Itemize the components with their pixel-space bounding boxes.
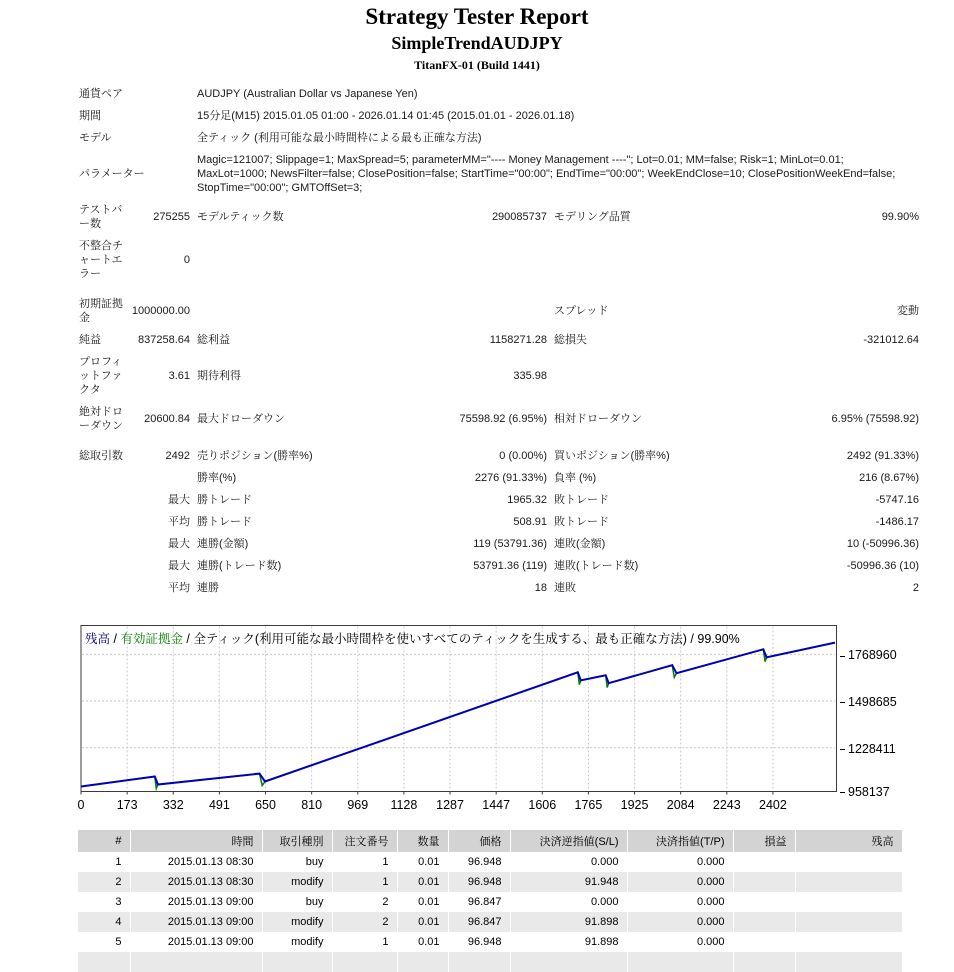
- stats-label: [79, 489, 126, 511]
- trade-cell: 1: [332, 872, 397, 892]
- settings-label: 通貨ペア: [79, 88, 123, 100]
- trade-cell: [262, 952, 332, 972]
- stats-value: 290085737: [491, 211, 547, 223]
- stats-value: 837258.64: [138, 334, 190, 346]
- stats-value: [372, 235, 547, 285]
- settings-row: [79, 127, 905, 149]
- stats-label: 総取引数: [79, 450, 123, 462]
- stats-label: 連勝(トレード数): [197, 560, 282, 572]
- trade-cell: 2015.01.13 09:00: [130, 912, 262, 932]
- trade-cell: modify: [262, 912, 332, 932]
- trade-cell: buy: [262, 852, 332, 872]
- trade-cell: [733, 872, 795, 892]
- stats-label: 売りポジション(勝率%): [197, 450, 313, 462]
- trade-cell: 0.000: [627, 892, 733, 912]
- trade-row-partial: [78, 952, 902, 972]
- statistics-table: [79, 199, 919, 599]
- trade-cell: 0.000: [510, 852, 627, 872]
- stats-row: [79, 437, 919, 467]
- trade-cell: 2: [78, 872, 130, 892]
- stats-label: プロフィットファクタ: [79, 356, 123, 396]
- legend-separator: /: [182, 632, 194, 646]
- stats-value: 216 (8.67%): [859, 472, 919, 484]
- settings-row: [79, 149, 905, 199]
- trade-row: [78, 872, 902, 892]
- trades-column-header: 価格: [448, 830, 510, 852]
- stats-label: 買いポジション(勝率%): [554, 450, 670, 462]
- trades-column-header: 数量: [397, 830, 448, 852]
- stats-value: 75598.92 (6.95%): [459, 413, 547, 425]
- x-axis-tick-label: 1287: [436, 798, 464, 812]
- trade-cell: 96.847: [448, 892, 510, 912]
- trade-cell: [795, 872, 902, 892]
- trades-column-header: 決済指値(T/P): [627, 830, 733, 852]
- trade-cell: [795, 852, 902, 872]
- stats-value: 119 (53791.36): [473, 538, 547, 550]
- stats-label: 連敗: [554, 582, 576, 594]
- stats-value: 変動: [897, 305, 919, 317]
- stats-value: [372, 285, 547, 329]
- trade-cell: 91.898: [510, 932, 627, 952]
- trade-cell: [795, 932, 902, 952]
- x-axis-tick-label: 1447: [482, 798, 511, 812]
- trade-cell: 2015.01.13 08:30: [130, 872, 262, 892]
- trade-cell: [733, 952, 795, 972]
- report-title: Strategy Tester Report: [365, 4, 589, 29]
- stats-value: 3.61: [168, 370, 190, 382]
- stats-label: 初期証拠金: [79, 298, 123, 324]
- x-axis-tick-label: 2243: [712, 798, 741, 812]
- y-axis-tick-label: 1228411: [840, 742, 896, 756]
- stats-value: 平均: [168, 516, 190, 528]
- x-axis-tick-label: 810: [301, 798, 323, 812]
- stats-label: 敗トレード: [554, 516, 609, 528]
- stats-row: [79, 467, 919, 489]
- stats-label: 勝トレード: [197, 494, 252, 506]
- settings-row: [79, 83, 905, 105]
- stats-value: 335.98: [513, 370, 547, 382]
- stats-row: [79, 511, 919, 533]
- stats-value: 0 (0.00%): [499, 450, 547, 462]
- stats-value: 2492 (91.33%): [846, 450, 919, 462]
- trade-cell: 96.847: [448, 912, 510, 932]
- trades-column-header: #: [78, 830, 130, 852]
- x-axis-tick-label: 1128: [390, 798, 418, 812]
- trade-cell: 2015.01.13 08:30: [130, 852, 262, 872]
- stats-value: 1158271.28: [489, 334, 547, 346]
- trade-cell: 3: [78, 892, 130, 912]
- settings-label: モデル: [79, 132, 112, 144]
- equity-chart: [80, 625, 838, 797]
- trade-cell: 2: [332, 912, 397, 932]
- strategy-name: SimpleTrendAUDJPY: [391, 33, 563, 53]
- x-axis-tick-label: 0: [77, 798, 85, 812]
- stats-value: 最大: [168, 560, 190, 572]
- stats-row: [79, 235, 919, 285]
- stats-value: 2: [912, 582, 919, 594]
- stats-row: [79, 285, 919, 329]
- stats-value: 53791.36 (119): [473, 560, 547, 572]
- x-axis-tick-label: 491: [208, 798, 230, 812]
- settings-value: Magic=121007; Slippage=1; MaxSpread=5; parameterMM="---- Money Management ----"; Lot=0.01; MM=false; Risk=1; MinLot=0.01; MaxLot=1000; NewsFilter=false; ClosePosition=false; StartTime="00:00"; EndTime="00:00"; WeekEndClose=10; ClosePositionWeekEnd=false; StopTime="00:00"; GMTOffSet=3;: [197, 154, 896, 194]
- server-build: TitanFX-01 (Build 1441): [414, 58, 540, 72]
- trade-cell: [795, 912, 902, 932]
- report-header: [0, 0, 954, 73]
- chart-area: [80, 625, 954, 797]
- trade-cell: 0.01: [397, 852, 448, 872]
- trades-column-header: 損益: [733, 830, 795, 852]
- trade-cell: buy: [262, 892, 332, 912]
- stats-value: 99.90%: [881, 211, 919, 223]
- stats-value: 2276 (91.33%): [474, 472, 547, 484]
- stats-value: 18: [534, 582, 547, 594]
- stats-value: -5747.16: [875, 494, 919, 506]
- trade-cell: 0.000: [627, 912, 733, 932]
- stats-label: [79, 533, 126, 555]
- stats-value: 6.95% (75598.92): [831, 413, 919, 425]
- trade-cell: [130, 952, 262, 972]
- trade-cell: [397, 952, 448, 972]
- x-axis-tick-label: 2402: [759, 798, 787, 812]
- stats-value: 最大: [168, 538, 190, 550]
- stats-label: 総利益: [197, 334, 230, 346]
- trade-cell: [795, 892, 902, 912]
- trade-cell: 0.000: [627, 932, 733, 952]
- trade-cell: [733, 912, 795, 932]
- stats-label: テストバー数: [79, 204, 123, 230]
- x-axis-tick-label: 332: [162, 798, 184, 812]
- x-axis-tick-label: 173: [116, 798, 138, 812]
- equity-chart-section: [0, 625, 954, 815]
- stats-label: 勝トレード: [197, 516, 252, 528]
- legend-item: 残高: [85, 632, 111, 646]
- stats-label: 敗トレード: [554, 494, 609, 506]
- stats-value: [734, 351, 919, 401]
- trade-cell: 91.898: [510, 912, 627, 932]
- stats-row: [79, 555, 919, 577]
- trades-column-header: 注文番号: [332, 830, 397, 852]
- trade-cell: [510, 952, 627, 972]
- trade-cell: 0.01: [397, 892, 448, 912]
- legend-item: 有効証拠金: [120, 632, 183, 646]
- trade-cell: 1: [332, 932, 397, 952]
- trade-cell: 0.01: [397, 872, 448, 892]
- settings-label: パラメーター: [79, 168, 145, 180]
- stats-label: 連勝: [197, 582, 219, 594]
- x-axis-tick-label: 969: [347, 798, 369, 812]
- trade-cell: [448, 952, 510, 972]
- trade-cell: [78, 952, 130, 972]
- trade-cell: 0.000: [510, 892, 627, 912]
- trade-cell: modify: [262, 932, 332, 952]
- trade-cell: 0.000: [627, 852, 733, 872]
- stats-row: [79, 533, 919, 555]
- trade-cell: 91.948: [510, 872, 627, 892]
- trade-row: [78, 932, 902, 952]
- stats-label: 勝率(%): [197, 472, 237, 484]
- trade-cell: 1: [332, 852, 397, 872]
- trade-cell: 1: [78, 852, 130, 872]
- y-axis-tick-label: 958137: [840, 785, 890, 799]
- stats-label: 連勝(金額): [197, 538, 249, 550]
- stats-row: [79, 199, 919, 235]
- stats-label: 純益: [79, 334, 101, 346]
- x-axis-tick-label: 1765: [574, 798, 603, 812]
- stats-label: 期待利得: [197, 370, 241, 382]
- stats-value: -1486.17: [875, 516, 919, 528]
- stats-label: [547, 351, 734, 401]
- stats-label: 総損失: [554, 334, 587, 346]
- settings-table: [79, 83, 905, 199]
- trade-cell: 2015.01.13 09:00: [130, 932, 262, 952]
- stats-value: [734, 235, 919, 285]
- trades-column-header: 残高: [795, 830, 902, 852]
- stats-label: [79, 577, 126, 599]
- stats-row: [79, 577, 919, 599]
- stats-label: 連敗(金額): [554, 538, 606, 550]
- stats-label: [79, 555, 126, 577]
- settings-value: AUDJPY (Australian Dollar vs Japanese Yen): [197, 88, 418, 100]
- x-axis-tick-label: 650: [255, 798, 276, 812]
- trade-cell: [733, 892, 795, 912]
- trade-cell: 5: [78, 932, 130, 952]
- trade-cell: [795, 952, 902, 972]
- trades-column-header: 決済逆指値(S/L): [510, 830, 627, 852]
- legend-item: 全ティック(利用可能な最小時間枠を使いすべてのティックを生成する、最も正確な方法): [193, 632, 687, 646]
- legend-item: 99.90%: [697, 632, 740, 646]
- stats-value: -50996.36 (10): [846, 560, 919, 572]
- y-axis-tick-label: 1498685: [840, 695, 897, 709]
- stats-label: 不整合チャートエラー: [79, 240, 123, 280]
- trade-cell: 96.948: [448, 852, 510, 872]
- trade-cell: [733, 852, 795, 872]
- trade-row: [78, 892, 902, 912]
- stats-value: 20600.84: [144, 413, 190, 425]
- stats-label: 相対ドローダウン: [554, 413, 642, 425]
- trade-cell: 4: [78, 912, 130, 932]
- stats-value: 275255: [153, 211, 190, 223]
- stats-label: モデリング品質: [554, 211, 631, 223]
- legend-separator: /: [686, 632, 698, 646]
- trade-cell: 96.948: [448, 932, 510, 952]
- stats-value: 1965.32: [507, 494, 547, 506]
- stats-label: 負率 (%): [554, 472, 597, 484]
- x-axis-tick-label: 1925: [620, 798, 649, 812]
- trades-column-header: 取引種別: [262, 830, 332, 852]
- stats-row: [79, 401, 919, 437]
- stats-value: 0: [183, 254, 190, 266]
- trade-row: [78, 852, 902, 872]
- stats-label: 絶対ドローダウン: [79, 406, 123, 432]
- stats-value: 1000000.00: [131, 305, 190, 317]
- stats-value: 平均: [168, 582, 190, 594]
- x-axis-tick-label: 2084: [666, 798, 695, 812]
- equity-chart-svg: [80, 625, 838, 797]
- trade-row: [78, 912, 902, 932]
- y-axis-tick-label: 1768960: [840, 648, 897, 662]
- trade-cell: modify: [262, 872, 332, 892]
- trades-table: [78, 830, 903, 972]
- stats-value: -321012.64: [863, 334, 919, 346]
- settings-value: 全ティック (利用可能な最小時間枠による最も正確な方法): [197, 132, 482, 144]
- stats-label: 連敗(トレード数): [554, 560, 639, 572]
- trade-cell: 0.000: [627, 872, 733, 892]
- stats-label: [190, 235, 372, 285]
- stats-row: [79, 329, 919, 351]
- trade-cell: [332, 952, 397, 972]
- stats-label: [79, 511, 126, 533]
- trade-cell: 0.01: [397, 912, 448, 932]
- stats-value: 最大: [168, 494, 190, 506]
- trades-section: [0, 830, 954, 972]
- stats-label: [547, 235, 734, 285]
- stats-label: スプレッド: [554, 305, 609, 317]
- stats-value: 508.91: [513, 516, 547, 528]
- settings-label: 期間: [79, 110, 101, 122]
- trades-header-row: [78, 830, 902, 852]
- chart-legend: [85, 629, 740, 647]
- trades-column-header: 時間: [130, 830, 262, 852]
- settings-value: 15分足(M15) 2015.01.05 01:00 - 2026.01.14 01:45 (2015.01.01 - 2026.01.18): [197, 110, 575, 122]
- trade-cell: 2: [332, 892, 397, 912]
- stats-label: [190, 285, 372, 329]
- stats-value: 10 (-50996.36): [846, 538, 919, 550]
- x-axis-labels: [77, 797, 860, 815]
- trade-cell: [627, 952, 733, 972]
- legend-separator: /: [110, 632, 121, 646]
- trade-cell: 0.01: [397, 932, 448, 952]
- stats-value: 2492: [165, 450, 190, 462]
- stats-row: [79, 489, 919, 511]
- trade-cell: [733, 932, 795, 952]
- stats-label: 最大ドローダウン: [197, 413, 285, 425]
- stats-row: [79, 351, 919, 401]
- stats-label: モデルティック数: [197, 211, 284, 223]
- stats-value: [126, 467, 190, 489]
- x-axis-tick-label: 1606: [528, 798, 557, 812]
- trade-cell: 2015.01.13 09:00: [130, 892, 262, 912]
- trade-cell: 96.948: [448, 872, 510, 892]
- stats-label: [79, 467, 126, 489]
- settings-row: [79, 105, 905, 127]
